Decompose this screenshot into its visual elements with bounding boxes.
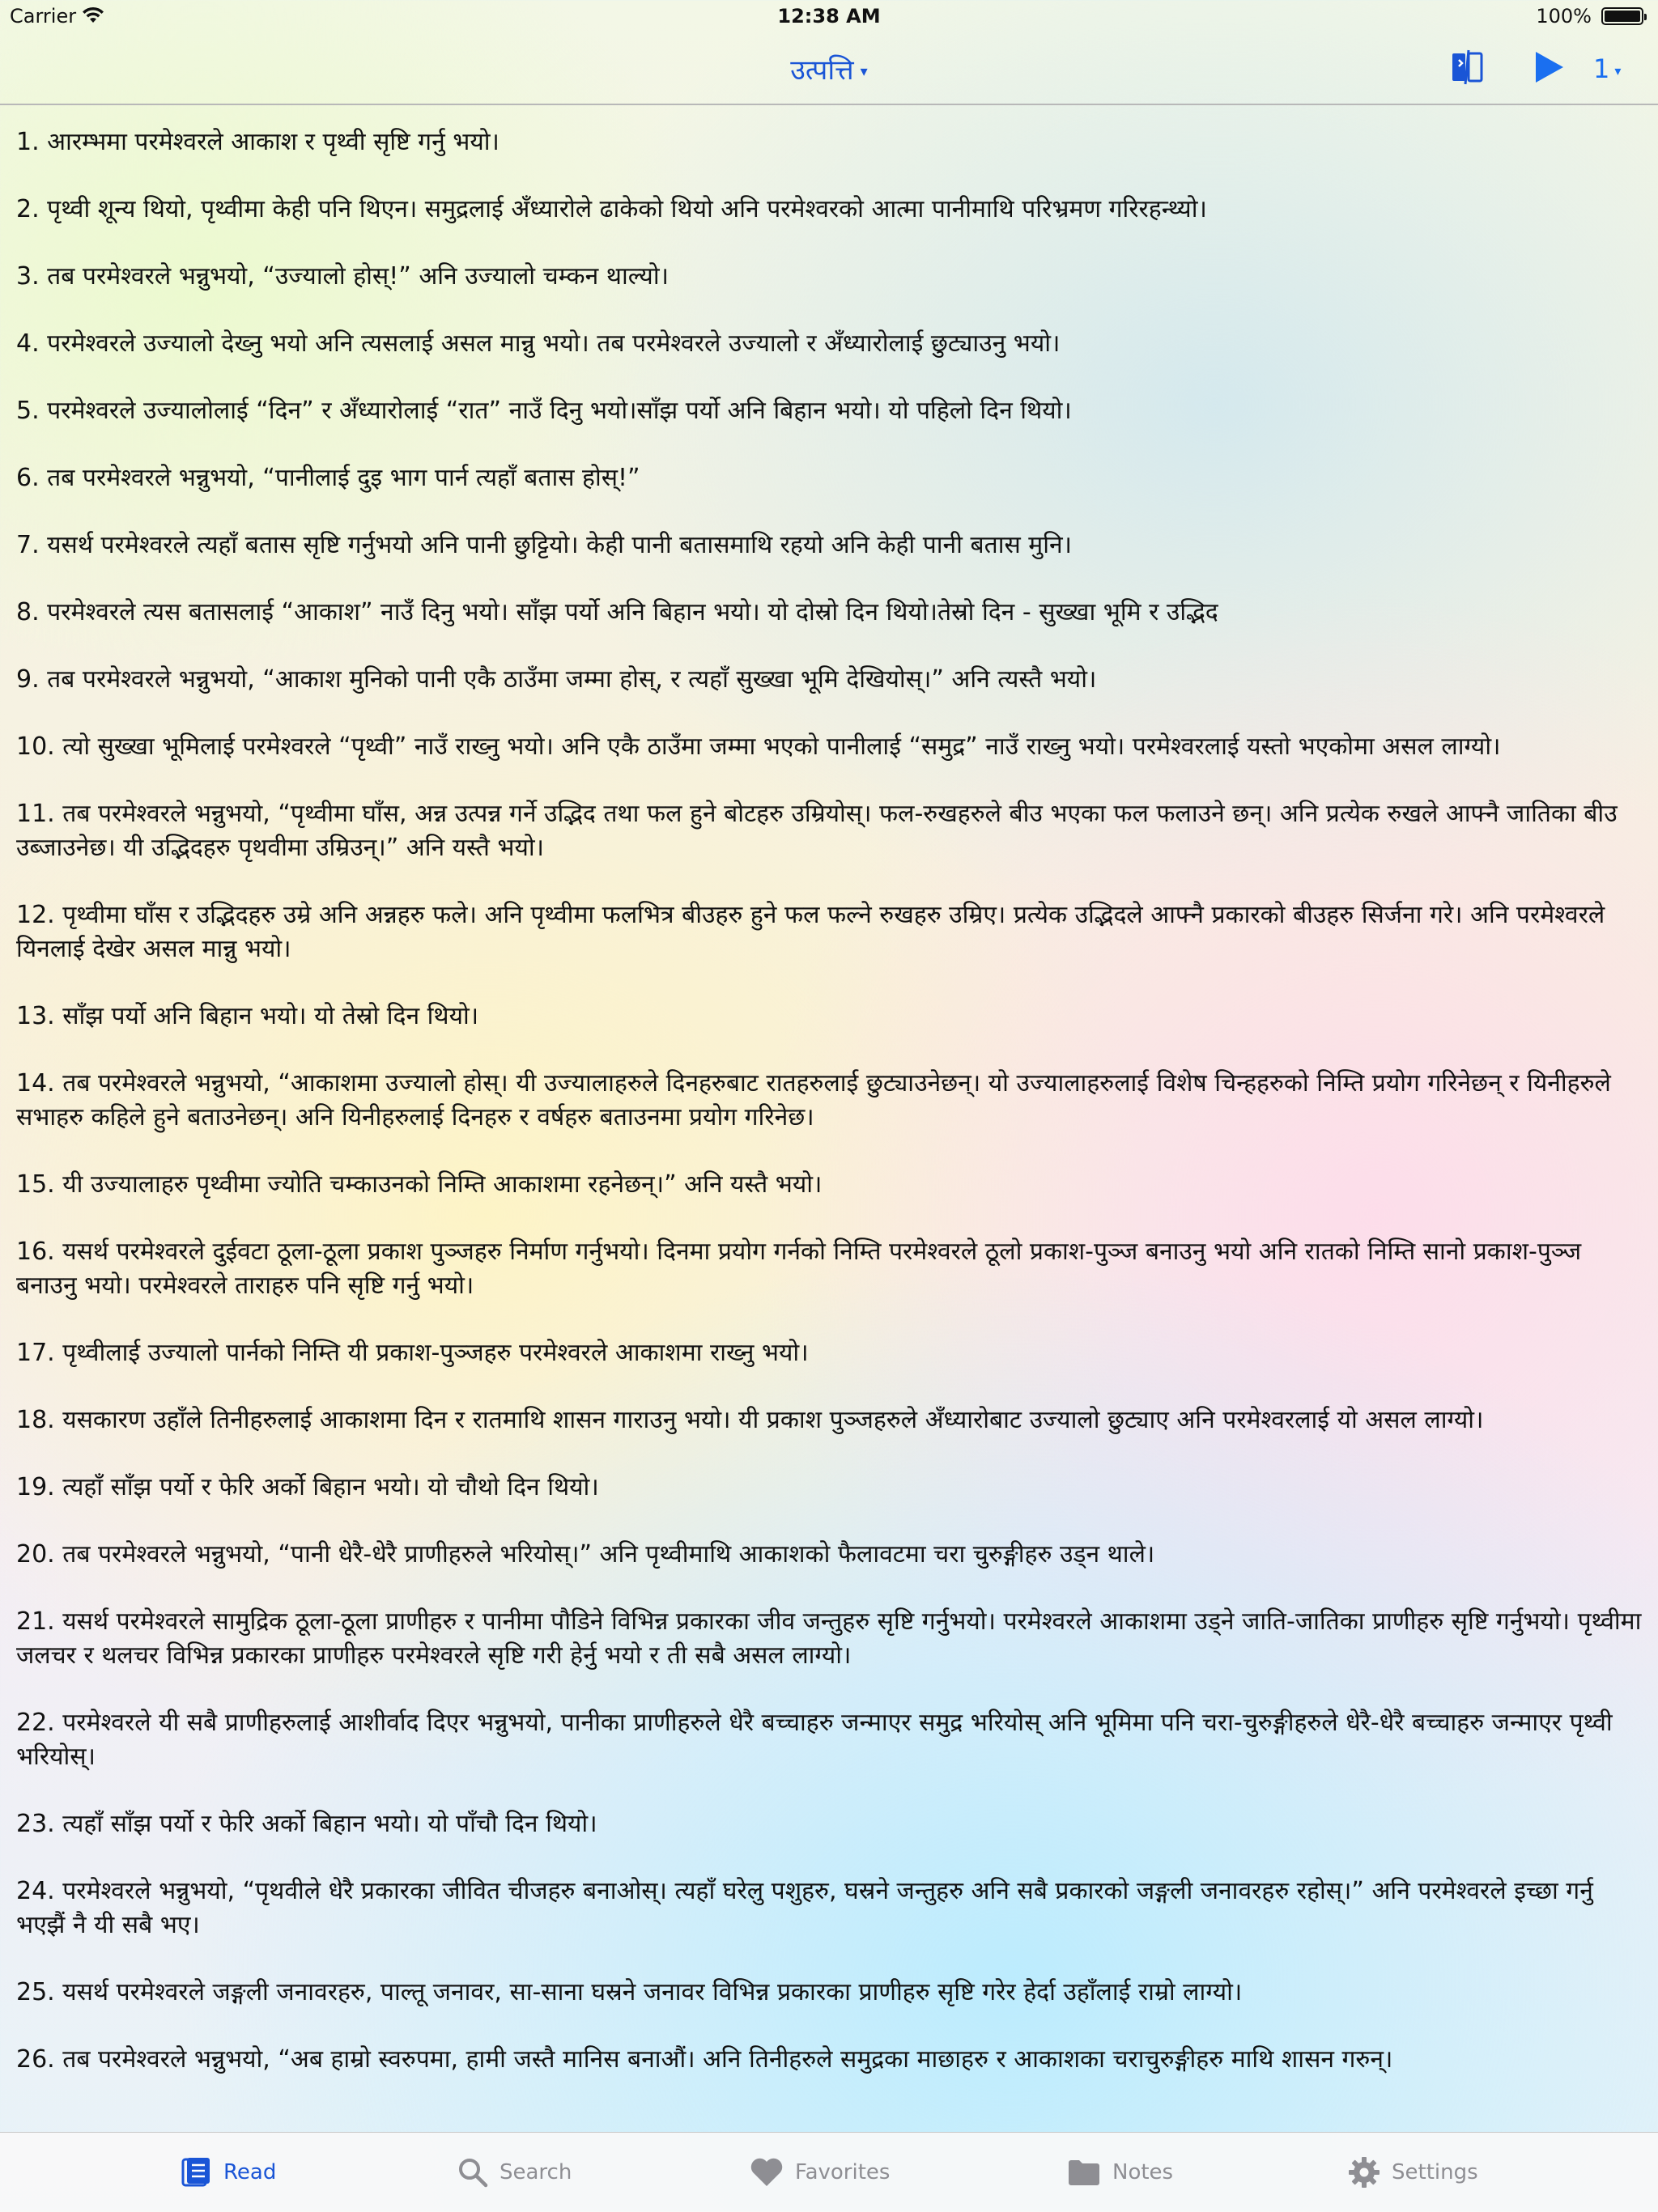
tab-bar <box>0 2132 1658 2212</box>
verse[interactable]: 7. यसर्थ परमेश्वरले त्यहाँ बतास सृष्टि गर्नुभयो अनि पानी छुट्टियो। केही पानी बतासमाथि रहयो अनि केही पानी बतास मुनि। <box>16 531 1073 559</box>
clock: 12:38 AM <box>777 5 881 28</box>
verse[interactable]: 4. परमेश्वरले उज्यालो देख्नु भयो अनि त्यसलाई असल मान्नु भयो। तब परमेश्वरले उज्यालो र अँध्यारोलाई छुट्याउनु भयो। <box>16 329 1061 358</box>
tab-notes[interactable] <box>1067 2133 1173 2212</box>
verse[interactable]: 14. तब परमेश्वरले भन्नुभयो, “आकाशमा उज्यालो होस्। यी उज्यालाहरुले दिनहरुबाट रातहरुलाई छुट्याउनेछन्। यो उज्यालाहरुलाई विशेष चिन्हहरुको निम्ति प्रयोग गरिनेछन् र यिनीहरुले सभाहरु कहिले हुने बताउनेछन्। अनि यिनीहरुलाई दिनहरु र वर्षहरु बताउनमा प्रयोग गरिनेछ। <box>16 1069 1611 1131</box>
verse[interactable]: 9. तब परमेश्वरले भन्नुभयो, “आकाश मुनिको पानी एकै ठाउँमा जम्मा होस्, र त्यहाँ सुख्खा भूमि देखियोस्।” अनि त्यस्तै भयो। <box>16 665 1097 694</box>
verse[interactable]: 18. यसकारण उहाँले तिनीहरुलाई आकाशमा दिन र रातमाथि शासन गाराउनु भयो। यी प्रकाश पुञ्जहरुले अँध्यारोबाट उज्यालो छुट्याए अनि परमेश्वरलाई यो असल लाग्यो। <box>16 1406 1484 1434</box>
verse[interactable]: 1. आरम्भमा परमेश्वरले आकाश र पृथ्वी सृष्टि गर्नु भयो। <box>16 128 500 156</box>
verse[interactable]: 17. पृथ्वीलाई उज्यालो पार्नको निम्ति यी प्रकाश-पुञ्जहरु परमेश्वरले आकाशमा राख्नु भयो। <box>16 1339 809 1367</box>
folder-icon <box>1067 2158 1101 2187</box>
chapter-number: 1 <box>1593 53 1610 84</box>
verse[interactable]: 10. त्यो सुख्खा भूमिलाई परमेश्वरले “पृथ्वी” नाउँ राख्नु भयो। अनि एकै ठाउँमा जम्मा भएको पानीलाई “समुद्र” नाउँ राख्नु भयो। परमेश्वरलाई यस्तो भएकोमा असल लाग्यो। <box>16 732 1501 761</box>
tab-label: Favorites <box>795 2160 891 2184</box>
compare-translations-icon[interactable] <box>1449 49 1485 89</box>
tab-label: Read <box>223 2160 277 2184</box>
verse[interactable]: 12. पृथ्वीमा घाँस र उद्भिदहरु उम्रे अनि अन्नहरु फले। अनि पृथ्वीमा फलभित्र बीउहरु हुने फल फल्ने रुखहरु उम्रिए। प्रत्येक उद्भिदले आफ्नै प्रकारको बीउहरु सिर्जना गरे। अनि परमेश्वरले यिनलाई देखेर असल मान्नु भयो। <box>16 901 1605 963</box>
verse[interactable]: 11. तब परमेश्वरले भन्नुभयो, “पृथ्वीमा घाँस, अन्न उत्पन्न गर्ने उद्भिद तथा फल हुने बोटहरु उम्रियोस्। फल-रुखहरुले बीउ भएका फल फलाउने छन्। अनि प्रत्येक रुखले आफ्नै जातिका बीउ उब्जाउनेछ। यी उद्भिदहरु पृथवीमा उम्रिउन्।” अनि यस्तै भयो। <box>16 800 1618 862</box>
tab-search[interactable] <box>457 2133 572 2212</box>
verse[interactable]: 25. यसर्थ परमेश्वरले जङ्गली जनावरहरु, पाल्तू जनावर, सा-साना घस्रने जनावर विभिन्न प्रकारका प्राणीहरु सृष्टि गरेर हेर्दा उहाँलाई राम्रो लाग्यो। <box>16 1978 1243 2006</box>
book-selector[interactable] <box>0 50 1658 87</box>
verse[interactable]: 8. परमेश्वरले त्यस बतासलाई “आकाश” नाउँ दिनु भयो। साँझ पर्यो अनि बिहान भयो। यो दोस्रो दिन थियो।तेस्रो दिन - सुख्खा भूमि र उद्भिद <box>16 598 1218 626</box>
search-icon <box>457 2157 488 2188</box>
status-bar <box>0 0 1658 32</box>
verse[interactable]: 6. तब परमेश्वरले भन्नुभयो, “पानीलाई दुइ भाग पार्न त्यहाँ बतास होस्!” <box>16 464 640 492</box>
verse[interactable]: 24. परमेश्वरले भन्नुभयो, “पृथवीले धेरै प्रकारका जीवित चीजहरु बनाओस्। त्यहाँ घरेलु पशुहरु, घस्रने जन्तुहरु अनि सबै प्रकारको जङ्गली जनावरहरु रहोस्।” अनि परमेश्वरले इच्छा गर्नु भएझैं नै यी सबै भए। <box>16 1877 1593 1939</box>
verse[interactable]: 15. यी उज्यालाहरु पृथ्वीमा ज्योति चम्काउनको निम्ति आकाशमा रहनेछन्।” अनि यस्तै भयो। <box>16 1170 823 1199</box>
verse[interactable]: 16. यसर्थ परमेश्वरले दुईवटा ठूला-ठूला प्रकाश पुञ्जहरु निर्माण गर्नुभयो। दिनमा प्रयोग गर्नको निम्ति परमेश्वरले ठूलो प्रकाश-पुञ्ज बनाउनु भयो अनि रातको निम्ति सानो प्रकाश-पुञ्ज बनाउनु भयो। परमेश्वरले ताराहरु पनि सृष्टि गर्नु भयो। <box>16 1238 1582 1300</box>
verse[interactable]: 23. त्यहाँ साँझ पर्यो र फेरि अर्को बिहान भयो। यो पाँचौ दिन थियो। <box>16 1810 597 1838</box>
tab-read[interactable] <box>180 2133 276 2212</box>
verse[interactable]: 13. साँझ पर्यो अनि बिहान भयो। यो तेस्रो दिन थियो। <box>16 1002 479 1030</box>
book-title: उत्पत्ति <box>790 54 854 87</box>
book-icon <box>180 2156 212 2189</box>
verse[interactable]: 5. परमेश्वरले उज्यालोलाई “दिन” र अँध्यारोलाई “रात” नाउँ दिनु भयो।साँझ पर्यो अनि बिहान भयो। यो पहिलो दिन थियो। <box>16 397 1072 425</box>
gear-icon <box>1348 2156 1380 2189</box>
chapter-text <box>16 125 1645 2116</box>
play-icon[interactable] <box>1533 50 1565 87</box>
chevron-down-icon: ▾ <box>860 63 868 80</box>
verse[interactable]: 19. त्यहाँ साँझ पर्यो र फेरि अर्को बिहान भयो। यो चौथो दिन थियो। <box>16 1473 599 1501</box>
tab-label: Settings <box>1392 2160 1478 2184</box>
tab-favorites[interactable] <box>750 2133 890 2212</box>
verse[interactable]: 2. पृथ्वी शून्य थियो, पृथ्वीमा केही पनि थिएन। समुद्रलाई अँध्यारोले ढाकेको थियो अनि परमेश्वरको आत्मा पानीमाथि परिभ्रमण गरिरहन्थ्यो। <box>16 195 1207 223</box>
verse[interactable]: 21. यसर्थ परमेश्वरले सामुद्रिक ठूला-ठूला प्राणीहरु र पानीमा पौडिने विभिन्न प्रकारका जीव जन्तुहरु सृष्टि गर्नुभयो। परमेश्वरले आकाशमा उड्ने जाति-जातिका प्राणीहरु सृष्टि गर्नुभयो। पृथ्वीमा जलचर र थलचर विभिन्न प्रकारका प्राणीहरु परमेश्वरले सृष्टि गरी हेर्नु भयो र ती सबै असल लाग्यो। <box>16 1607 1642 1670</box>
verse[interactable]: 3. तब परमेश्वरले भन्नुभयो, “उज्यालो होस्!” अनि उज्यालो चम्कन थाल्यो। <box>16 262 669 291</box>
heart-icon <box>750 2157 784 2188</box>
verse[interactable]: 20. तब परमेश्वरले भन्नुभयो, “पानी धेरै-धेरै प्राणीहरुले भरियोस्।” अनि पृथ्वीमाथि आकाशको फैलावटमा चरा चुरुङ्गीहरु उड्न थाले। <box>16 1540 1155 1569</box>
navigation-bar <box>0 32 1658 105</box>
battery-icon <box>1601 7 1643 25</box>
tab-settings[interactable] <box>1348 2133 1478 2212</box>
verse[interactable]: 22. परमेश्वरले यी सबै प्राणीहरुलाई आशीर्वाद दिएर भन्नुभयो, पानीका प्राणीहरुले धेरै बच्चाहरु जन्माएर समुद्र भरियोस् अनि भूमिमा पनि चरा-चुरुङ्गीहरुले धेरै-धेरै बच्चाहरु जन्माएर पृथ्वी भरियोस्। <box>16 1709 1613 1771</box>
tab-label: Notes <box>1112 2160 1174 2184</box>
carrier-label: Carrier <box>10 5 77 28</box>
battery-percentage: 100% <box>1536 5 1592 28</box>
chapter-selector[interactable] <box>1593 53 1621 84</box>
verse[interactable]: 26. तब परमेश्वरले भन्नुभयो, “अब हाम्रो स्वरुपमा, हामी जस्तै मानिस बनाऔं। अनि तिनीहरुले समुद्रका माछाहरु र आकाशका चराचुरुङ्गीहरु माथि शासन गरुन्। <box>16 2045 1393 2074</box>
chevron-down-icon: ▾ <box>1614 62 1622 79</box>
tab-label: Search <box>500 2160 572 2184</box>
